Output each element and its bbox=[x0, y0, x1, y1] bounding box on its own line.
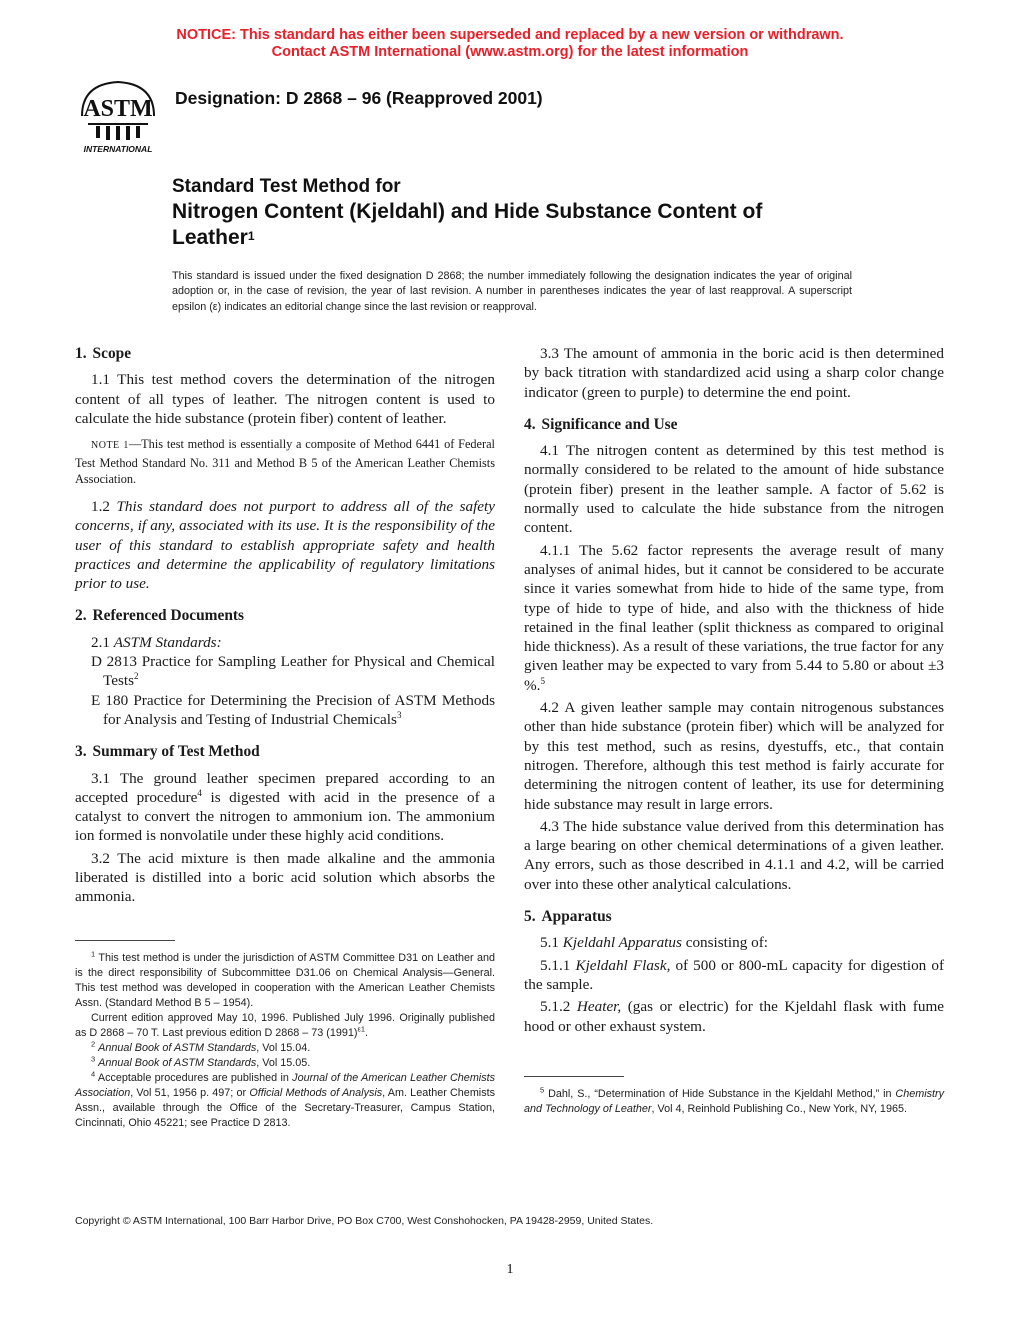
paragraph-number: 5.1 bbox=[540, 934, 559, 952]
paragraph-1-2 bbox=[75, 497, 495, 593]
footnote-mark: 2 bbox=[134, 671, 139, 682]
footnotes-right bbox=[524, 1076, 944, 1117]
paragraph-number: 5.1.1 bbox=[540, 956, 571, 974]
astm-logo bbox=[72, 76, 164, 154]
paragraph-1-1: 1.1 This test method covers the determination of the nitrogen content of all types of leather. The nitrogen content is used to calculate the hide substance (protein fiber) content of leather. bbox=[75, 371, 495, 427]
document-title bbox=[172, 175, 872, 251]
paragraph-italic: Kjeldahl Flask, bbox=[575, 956, 671, 974]
paragraph-text: 4.1.1 The 5.62 factor represents the average result of many analyses of animal hides, but it cannot be considered to be accurate since it varies somewhat from hide to hide of the same type, from type of hide to type of hide, and also with the thickness of hide retained in the final leather (split thickness as compared to original hide thickness). As a result of these variations, the true factor for any given leather may be expected to vary from 5.44 to 5.80 or about ±3 %. bbox=[524, 541, 944, 694]
footnote-mark: 1 bbox=[91, 949, 96, 959]
footnote-italic: Annual Book of ASTM Standards bbox=[98, 1057, 257, 1069]
heading-text: Summary of Test Method bbox=[92, 743, 260, 761]
footnote-mark: 3 bbox=[91, 1054, 96, 1064]
heading-text: Significance and Use bbox=[541, 415, 678, 433]
paragraph-4-2: 4.2 A given leather sample may contain nitrogenous substances other than hide substance (protein fiber) which will be analyzed for by this test method, such as resins, dyestuffs, etc., that contain nitrogen. Therefore, although this test method is fairly accurate for determining the nitrogen content of leather, its use for determining hide substance may result in large errors. bbox=[524, 699, 944, 813]
logo-letters: ASTM bbox=[83, 96, 153, 122]
footnote-mark: 3 bbox=[396, 709, 402, 720]
section-apparatus bbox=[524, 907, 944, 1036]
paragraph-text-b: is digested with acid in the presence of a catalyst to convert the nitrogen to ammonium ion. The ammonium ion formed is nonvolatile under these highly acid conditions. bbox=[75, 788, 495, 845]
section-significance bbox=[524, 415, 944, 894]
section-heading bbox=[75, 742, 495, 761]
footnote-mark: 5 bbox=[540, 675, 545, 686]
paragraph-number: 5.1.2 bbox=[540, 998, 571, 1016]
footnote-mark: 4 bbox=[91, 1069, 96, 1079]
footnote-5 bbox=[524, 1087, 944, 1117]
paragraph-text: (gas or electric) for the Kjeldahl flask with fume hood or other exhaust system. bbox=[524, 998, 945, 1035]
footnote-mark: 5 bbox=[540, 1085, 545, 1095]
section-heading bbox=[524, 415, 944, 434]
footnote-end: . bbox=[365, 1027, 369, 1039]
paragraph-text: ASTM Standards: bbox=[113, 633, 222, 651]
paragraph-number: 1.2 bbox=[91, 497, 110, 515]
title-line-3-text: Leather bbox=[172, 226, 248, 249]
footnote-text: , Vol 15.05. bbox=[256, 1057, 311, 1069]
footnote-text-a: Dahl, S., “Determination of Hide Substance in the Kjeldahl Method,” in bbox=[548, 1088, 896, 1100]
footnote-italic: Annual Book of ASTM Standards bbox=[98, 1042, 257, 1054]
notice-line-2: Contact ASTM International (www.astm.org) for the latest information bbox=[271, 44, 749, 60]
paragraph-3-3: 3.3 The amount of ammonia in the boric acid is then determined by back titration with standardized acid using a sharp color change indicator (green to purple) to determine the end point. bbox=[524, 345, 944, 401]
notice-banner bbox=[0, 27, 1020, 61]
paragraph-text-a: 3.1 The ground leather specimen prepared according to an accepted procedure bbox=[75, 769, 495, 806]
paragraph-3-2: 3.2 The acid mixture is then made alkaline and the ammonia liberated is distilled into a boric acid solution which absorbs the ammonia. bbox=[75, 849, 495, 906]
footnote-text: , Vol 15.04. bbox=[256, 1042, 311, 1054]
title-line-1: Standard Test Method for bbox=[172, 176, 401, 197]
note-label: NOTE 1 bbox=[91, 440, 129, 452]
title-line-3 bbox=[172, 225, 872, 251]
footnote-text: This test method is under the jurisdiction of ASTM Committee D31 on Leather and is the direct responsibility of Subcommittee D31.06 on Chemical Analysis—General. This test method was developed in cooperation with the American Leather Chemists Assn. (Standard Method B 5 – 1954). bbox=[75, 952, 495, 1009]
heading-number: 3. bbox=[75, 743, 87, 761]
reference-d2813 bbox=[75, 652, 495, 691]
footnote-1 bbox=[75, 951, 495, 1011]
footnote-text-b: , Vol 51, 1956 p. 497; or bbox=[130, 1087, 250, 1099]
reference-text: E 180 Practice for Determining the Precision of ASTM Methods for Analysis and Testing of Industrial Chemicals bbox=[91, 691, 495, 728]
note-1 bbox=[75, 436, 495, 488]
heading-text: Apparatus bbox=[541, 908, 612, 926]
reference-e180 bbox=[75, 691, 495, 730]
page-number: 1 bbox=[506, 1262, 514, 1277]
heading-text: Scope bbox=[92, 345, 132, 362]
title-line-2: Nitrogen Content (Kjeldahl) and Hide Substance Content of bbox=[172, 200, 763, 223]
title-footnote-mark: 1 bbox=[247, 229, 255, 243]
paragraph-4-1: 4.1 The nitrogen content as determined by this test method is normally considered to be related to the amount of hide substance (protein fiber) present in the leather sample. A factor of 5.62 is normally used to calculate the hide substance from the nitrogen content. bbox=[524, 442, 944, 537]
heading-number: 2. bbox=[75, 607, 87, 625]
paragraph-4-1-1 bbox=[524, 541, 944, 695]
heading-number: 4. bbox=[524, 415, 536, 433]
paragraph-5-1-1 bbox=[524, 956, 944, 995]
footnote-1-edition bbox=[75, 1011, 495, 1041]
paragraph-text: This standard does not purport to address all of the safety concerns, if any, associated with its use. It is the responsibility of the user of this standard to establish appropriate safety and health practices and determine the applicability of regulatory limitations prior to use. bbox=[75, 497, 496, 593]
footnote-italic-2: Official Methods of Analysis bbox=[249, 1087, 383, 1099]
footnote-text: Current edition approved May 10, 1996. Published July 1996. Originally published as D 2868 – 70 T. Last previous edition D 2868 – 73 (1991) bbox=[75, 1012, 495, 1039]
footnote-italic: Chemistry and Technology of Leather bbox=[524, 1088, 944, 1115]
designation: Designation: D 2868 – 96 (Reapproved 2001) bbox=[175, 88, 543, 108]
note-text: —This test method is essentially a composite of Method 6441 of Federal Test Method Standard No. 311 and Method B 5 of the American Leather Chemists Association. bbox=[75, 437, 495, 487]
footnote-mark: 2 bbox=[91, 1039, 96, 1049]
epsilon-mark: ε1 bbox=[357, 1024, 366, 1034]
paragraph-3-1 bbox=[75, 769, 495, 846]
section-heading bbox=[524, 907, 944, 926]
footnote-text-b: , Vol 4, Reinhold Publishing Co., New York, NY, 1965. bbox=[651, 1103, 907, 1115]
left-column bbox=[75, 344, 495, 917]
paragraph-number: 2.1 bbox=[91, 633, 110, 651]
footnote-italic-1: Journal of the American Leather Chemists Association bbox=[75, 1072, 496, 1099]
section-scope bbox=[75, 344, 495, 593]
footnote-rule bbox=[524, 1076, 624, 1077]
issue-statement: This standard is issued under the fixed designation D 2868; the number immediately following the designation indicates the year of original adoption or, in the case of revision, the year of last revision. A number in parentheses indicates the year of last reapproval. A superscript epsilon (ε) indicates an editorial change since the last revision or reapproval. bbox=[172, 270, 852, 313]
footnote-mark: 4 bbox=[197, 787, 202, 798]
section-heading bbox=[75, 344, 495, 363]
footnotes-left bbox=[75, 940, 495, 1131]
heading-number: 1. bbox=[75, 345, 87, 362]
paragraph-2-1 bbox=[75, 633, 495, 652]
paragraph-text: of 500 or 800-mL capacity for digestion of the sample. bbox=[524, 956, 944, 993]
paragraph-5-1-2 bbox=[524, 997, 944, 1036]
copyright-line: Copyright © ASTM International, 100 Barr Harbor Drive, PO Box C700, West Conshohocken, PA 19428-2959, United States. bbox=[75, 1215, 654, 1227]
heading-number: 5. bbox=[524, 908, 536, 926]
logo-subtitle: INTERNATIONAL bbox=[83, 144, 153, 154]
footnote-rule bbox=[75, 940, 175, 941]
paragraph-text: consisting of: bbox=[681, 934, 768, 952]
reference-text: D 2813 Practice for Sampling Leather for Physical and Chemical Tests bbox=[91, 653, 495, 690]
notice-line-1: NOTICE: This standard has either been superseded and replaced by a new version or withdrawn. bbox=[176, 27, 844, 43]
paragraph-italic: Kjeldahl Apparatus bbox=[562, 934, 682, 952]
section-summary bbox=[75, 742, 495, 906]
right-column bbox=[524, 344, 944, 1046]
paragraph-italic: Heater, bbox=[576, 998, 622, 1016]
footnote-3 bbox=[75, 1056, 495, 1071]
paragraph-5-1 bbox=[524, 933, 944, 952]
section-referenced-documents bbox=[75, 606, 495, 729]
footnote-4 bbox=[75, 1071, 495, 1131]
heading-text: Referenced Documents bbox=[92, 607, 244, 625]
section-heading bbox=[75, 606, 495, 625]
footnote-2 bbox=[75, 1041, 495, 1056]
footnote-text-c: , Am. Leather Chemists Assn., available through the Office of the Secretary-Treasurer, Campus Station, Cincinnati, Ohio 45221; see Practice D 2813. bbox=[75, 1087, 496, 1129]
footnote-text-a: Acceptable procedures are published in bbox=[97, 1072, 293, 1084]
paragraph-4-3: 4.3 The hide substance value derived from this determination has a large bearing on other chemical determinations of a given leather. Any errors, such as those described in 4.1.1 and 4.2, will be carried over into these other analytical calculations. bbox=[524, 817, 944, 893]
